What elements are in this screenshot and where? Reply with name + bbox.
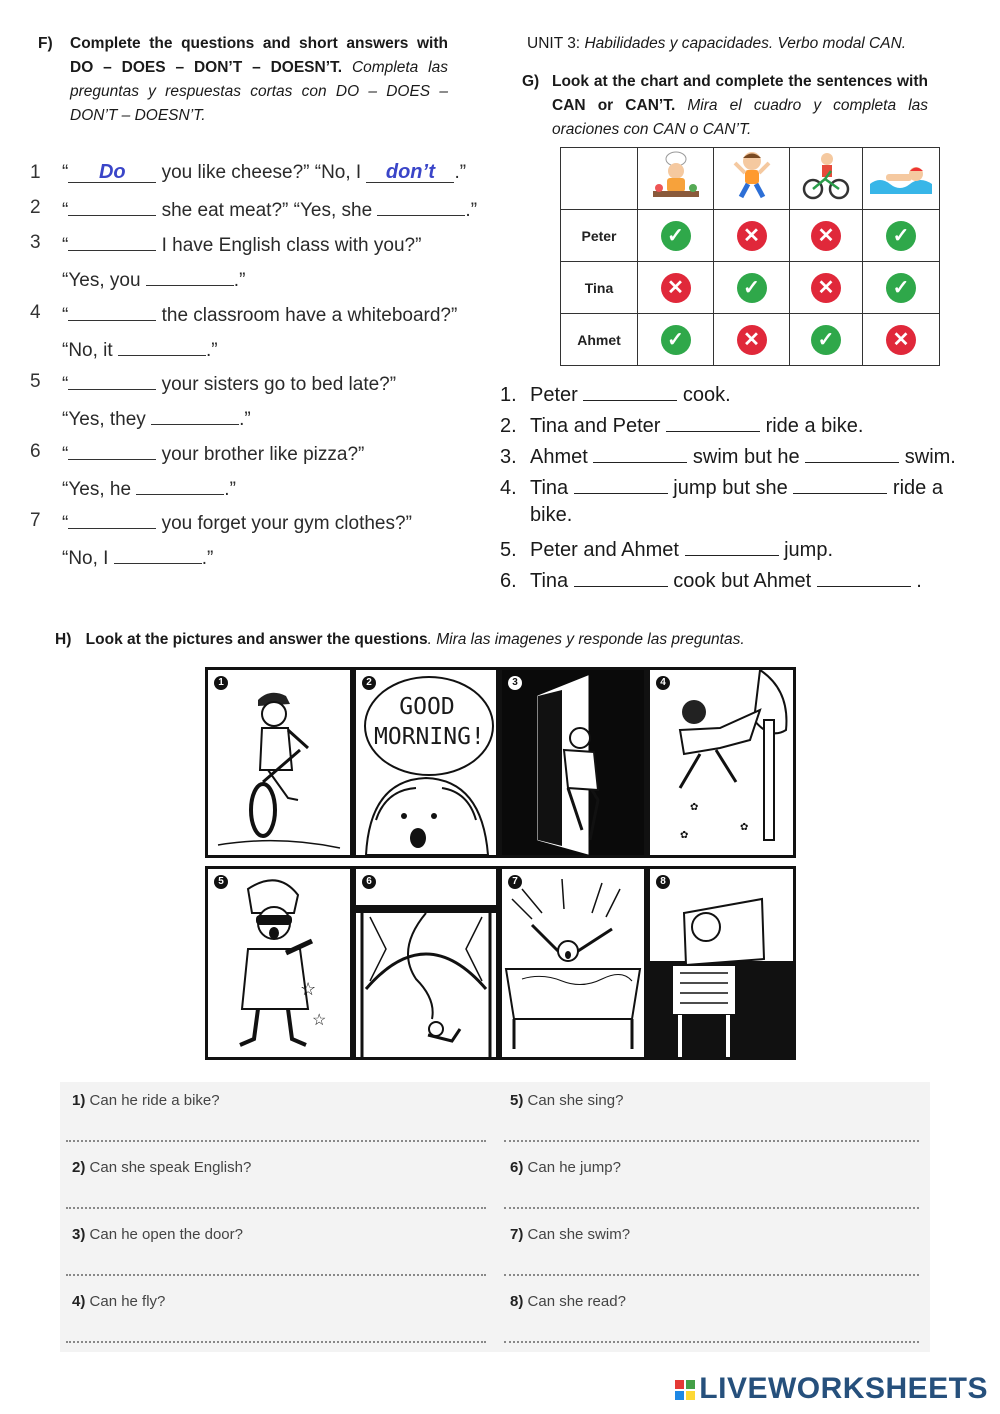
chart-cell (790, 314, 863, 366)
chart-row-name: Ahmet (561, 314, 638, 366)
open-quote: “ (62, 513, 69, 534)
sentence-text: Ahmet (530, 446, 594, 468)
question-blank[interactable] (68, 441, 156, 460)
chart-cell (638, 210, 714, 262)
question (510, 1092, 623, 1109)
answer-blank[interactable] (114, 545, 202, 564)
bike-icon (801, 149, 851, 203)
question (72, 1293, 165, 1310)
sentence-text: swim. (899, 446, 956, 468)
sentence-text: cook but Ahmet (667, 570, 817, 592)
chart-row (561, 210, 940, 262)
section-g-letter: G) (522, 73, 540, 90)
question-number: 1) (72, 1092, 86, 1109)
svg-text:✿: ✿ (740, 822, 749, 833)
sentence-text: ride a bike. (760, 415, 864, 437)
check-icon: ✓ (811, 325, 841, 355)
chart-header-swim (863, 148, 940, 210)
logo-square (686, 1380, 695, 1389)
question-number: 7) (510, 1226, 524, 1243)
girl-swimming-icon (502, 869, 644, 1057)
section-f-instruction-italic: Completa las preguntas y respuestas cortas con DO – DOES – DON’T – DOESN’T. (70, 59, 448, 124)
check-icon: ✓ (661, 221, 691, 251)
item-number: 6 (30, 441, 41, 462)
check-icon: ✓ (886, 221, 916, 251)
logo-icon (675, 1380, 695, 1400)
chart-cell (714, 262, 790, 314)
panel-number: 6 (362, 875, 376, 889)
sentence-blank[interactable] (817, 566, 911, 587)
question-text: I have English class with you?” (156, 235, 422, 256)
boy-door-icon (502, 670, 644, 855)
section-g-instruction-italic: Mira el cuadro y completa las oraciones con CAN o CAN’T. (552, 97, 929, 138)
question-line (62, 197, 477, 222)
question-text: Can she sing? (527, 1092, 624, 1109)
answer-line (62, 267, 245, 292)
sentence-text: cook. (677, 384, 731, 406)
panel-swim (499, 866, 647, 1060)
section-h-instruction-italic: . Mira las imagenes y responde las preguntas. (427, 631, 745, 648)
cross-icon: ✕ (737, 325, 767, 355)
answer-text: “No, it (62, 340, 118, 361)
question-text: Can he jump? (527, 1159, 621, 1176)
question-text: your sisters go to bed late?” (156, 374, 397, 395)
answer-line[interactable] (66, 1274, 486, 1276)
chart-cell (790, 262, 863, 314)
cook-icon (645, 149, 707, 203)
check-icon: ✓ (661, 325, 691, 355)
question-line (62, 441, 364, 466)
chart-cell (638, 314, 714, 366)
section-f-instruction-bold: Complete the questions and short answers with DO – DOES – DON’T – DOESN’T. (70, 35, 448, 76)
answer-end: .” (454, 162, 467, 183)
logo-square (675, 1391, 684, 1400)
panel-read (647, 866, 796, 1060)
ability-chart (560, 147, 940, 366)
sentence-line (500, 442, 956, 469)
sentence-number: 5. (500, 539, 517, 561)
answer-line[interactable] (504, 1274, 919, 1276)
question-line (62, 232, 421, 257)
question-text: the classroom have a whiteboard?” (156, 305, 458, 326)
question-text: Can he ride a bike? (89, 1092, 220, 1109)
answer-text: “Yes, he (62, 479, 137, 500)
sentence-line (500, 411, 863, 438)
svg-text:✿: ✿ (680, 830, 689, 841)
girl-singing-icon (208, 869, 350, 1057)
panel-sing (205, 866, 353, 1060)
question-line (62, 162, 466, 184)
answer-line[interactable] (504, 1140, 919, 1142)
chart-cell (863, 262, 940, 314)
section-h-questions (60, 1082, 930, 1352)
question-number: 4) (72, 1293, 86, 1310)
question-number: 2) (72, 1159, 86, 1176)
question (510, 1293, 626, 1310)
section-h-instruction-bold: Look at the pictures and answer the questions (85, 631, 428, 648)
item-number: 2 (30, 197, 41, 218)
answer-line (62, 406, 251, 431)
chart-header-cook (638, 148, 714, 210)
chart-header-jump (714, 148, 790, 210)
answer-end: .” (224, 479, 236, 500)
sentence-number: 1. (500, 384, 517, 406)
panel-fly (647, 667, 796, 858)
unit-label: UNIT 3: (527, 35, 581, 52)
sentence-line (500, 566, 922, 593)
panel-number: 1 (214, 676, 228, 690)
sentence-continuation: bike. (530, 504, 573, 526)
panel-good-morning (353, 667, 499, 858)
logo-square (675, 1380, 684, 1389)
boy-bungee-icon (356, 869, 496, 1057)
section-g-instruction-bold: Look at the chart and complete the sentences with CAN or CAN’T. (552, 73, 928, 114)
check-icon: ✓ (737, 273, 767, 303)
answer-text: “Yes, they (62, 409, 152, 430)
chart-cell (714, 210, 790, 262)
sentence-line (500, 380, 731, 407)
open-quote: “ (62, 162, 69, 183)
question-number: 6) (510, 1159, 524, 1176)
check-icon: ✓ (886, 273, 916, 303)
question-blank[interactable] (68, 197, 156, 216)
section-f-letter: F) (38, 35, 53, 52)
answer-blank[interactable]: don’t (366, 164, 454, 183)
question (72, 1092, 220, 1109)
unit-subtitle: Habilidades y capacidades. Verbo modal CAN. (584, 35, 907, 52)
question-number: 5) (510, 1092, 524, 1109)
panel-number: 5 (214, 875, 228, 889)
question-blank[interactable] (68, 302, 156, 321)
svg-text:✿: ✿ (690, 802, 699, 813)
sentence-blank[interactable] (583, 380, 677, 401)
answer-blank[interactable] (151, 406, 239, 425)
panel-number: 2 (362, 676, 376, 690)
sentence-text: Tina (530, 570, 574, 592)
open-quote: “ (62, 305, 69, 326)
answer-line (62, 337, 218, 362)
jump-icon (727, 149, 777, 203)
sentence-blank[interactable] (593, 442, 687, 463)
question-text: your brother like pizza?” (156, 444, 365, 465)
answer-line[interactable] (66, 1140, 486, 1142)
question-text: Can she swim? (527, 1226, 631, 1243)
open-quote: “ (62, 235, 69, 256)
answer-line[interactable] (66, 1207, 486, 1209)
chart-cell (638, 262, 714, 314)
sentence-text: jump. (778, 539, 834, 561)
cross-icon: ✕ (737, 221, 767, 251)
chart-header-bike (790, 148, 863, 210)
sentence-number: 4. (500, 477, 517, 499)
comic-panels (205, 667, 790, 1057)
question-line (62, 371, 396, 396)
answer-end: .” (233, 270, 246, 291)
sentence-text: . (910, 570, 922, 592)
question-number: 3) (72, 1226, 86, 1243)
sentence-text: ride a (887, 477, 943, 499)
section-f-instructions (38, 32, 448, 128)
sentence-number: 6. (500, 570, 517, 592)
chart-row-name: Tina (561, 262, 638, 314)
chart-cell (863, 314, 940, 366)
item-number: 3 (30, 232, 41, 253)
girl-talking-icon (356, 670, 496, 855)
answer-text: “Yes, you (62, 270, 146, 291)
sentence-line (500, 473, 943, 500)
logo-square (686, 1391, 695, 1400)
item-number: 4 (30, 302, 41, 323)
question-text: Can he fly? (89, 1293, 166, 1310)
question-number: 8) (510, 1293, 524, 1310)
panel-open-door (499, 667, 647, 858)
open-quote: “ (62, 374, 69, 395)
question-blank[interactable] (68, 371, 156, 390)
chart-row-name: Peter (561, 210, 638, 262)
question (72, 1226, 243, 1243)
item-number: 5 (30, 371, 41, 392)
answer-line (62, 476, 236, 501)
question (510, 1159, 621, 1176)
open-quote: “ (62, 200, 69, 221)
sentence-text: Peter (530, 384, 584, 406)
sentence-blank[interactable] (805, 442, 899, 463)
boy-flying-icon (650, 670, 793, 855)
question-blank[interactable] (68, 510, 156, 529)
panel-number: 4 (656, 676, 670, 690)
answer-blank[interactable] (377, 197, 465, 216)
sentence-blank[interactable] (666, 411, 760, 432)
answer-blank[interactable] (146, 267, 234, 286)
swim-icon (868, 156, 934, 196)
liveworksheets-logo (675, 1372, 988, 1406)
cross-icon: ✕ (661, 273, 691, 303)
section-h-instructions (55, 628, 745, 652)
boy-bike-icon (208, 670, 350, 855)
sentence-text: jump but she (667, 477, 794, 499)
chart-row (561, 314, 940, 366)
sentence-line (500, 535, 833, 562)
panel-number: 8 (656, 875, 670, 889)
sentence-blank[interactable] (574, 566, 668, 587)
svg-text:☆: ☆ (312, 1012, 327, 1029)
question-blank[interactable] (68, 232, 156, 251)
question-text: she eat meat?” “Yes, she (156, 200, 378, 221)
brand-name: LIVEWORKSHEETS (699, 1372, 988, 1405)
section-h-letter: H) (55, 631, 72, 648)
girl-reading-icon (650, 869, 793, 1057)
question (510, 1226, 630, 1243)
panel-ride-bike (205, 667, 353, 858)
answer-line[interactable] (504, 1207, 919, 1209)
question-blank[interactable]: Do (68, 164, 156, 183)
chart-cell (714, 314, 790, 366)
unit-header (527, 35, 906, 53)
sentence-blank[interactable] (793, 473, 887, 494)
question-line (62, 510, 412, 535)
chart-cell (790, 210, 863, 262)
item-number: 1 (30, 162, 41, 183)
item-number: 7 (30, 510, 41, 531)
answer-end: .” (205, 340, 218, 361)
question-text: Can she speak English? (89, 1159, 252, 1176)
answer-end: .” (201, 548, 214, 569)
sentence-number: 2. (500, 415, 517, 437)
question-line (62, 302, 457, 327)
cross-icon: ✕ (811, 221, 841, 251)
chart-corner (561, 148, 638, 210)
question-text: you forget your gym clothes?” (156, 513, 412, 534)
sentence-number: 3. (500, 446, 517, 468)
sentence-text: Tina (530, 477, 574, 499)
answer-blank[interactable] (136, 476, 224, 495)
svg-text:☆: ☆ (300, 979, 317, 999)
answer-text: “No, I (62, 548, 114, 569)
answer-line (62, 545, 213, 570)
sentence-text: Peter and Ahmet (530, 539, 685, 561)
panel-jump (353, 866, 499, 1060)
panel-number: 7 (508, 875, 522, 889)
chart-row (561, 262, 940, 314)
sentence-text: Tina and Peter (530, 415, 667, 437)
answer-blank[interactable] (118, 337, 206, 356)
question-text: Can he open the door? (89, 1226, 243, 1243)
cross-icon: ✕ (811, 273, 841, 303)
answer-end: .” (239, 409, 251, 430)
chart-cell (863, 210, 940, 262)
answer-line[interactable] (66, 1341, 486, 1343)
sentence-text: swim but he (687, 446, 806, 468)
answer-line[interactable] (504, 1341, 919, 1343)
question-text: Can she read? (527, 1293, 626, 1310)
cross-icon: ✕ (886, 325, 916, 355)
sentence-blank[interactable] (685, 535, 779, 556)
panel-number: 3 (508, 676, 522, 690)
section-g-instructions (522, 70, 928, 142)
answer-end: .” (465, 200, 478, 221)
speech-bubble-text: GOOD MORNING! (374, 694, 485, 750)
question (72, 1159, 251, 1176)
open-quote: “ (62, 444, 69, 465)
question-text: you like cheese?” “No, I (156, 162, 367, 183)
sentence-blank[interactable] (574, 473, 668, 494)
